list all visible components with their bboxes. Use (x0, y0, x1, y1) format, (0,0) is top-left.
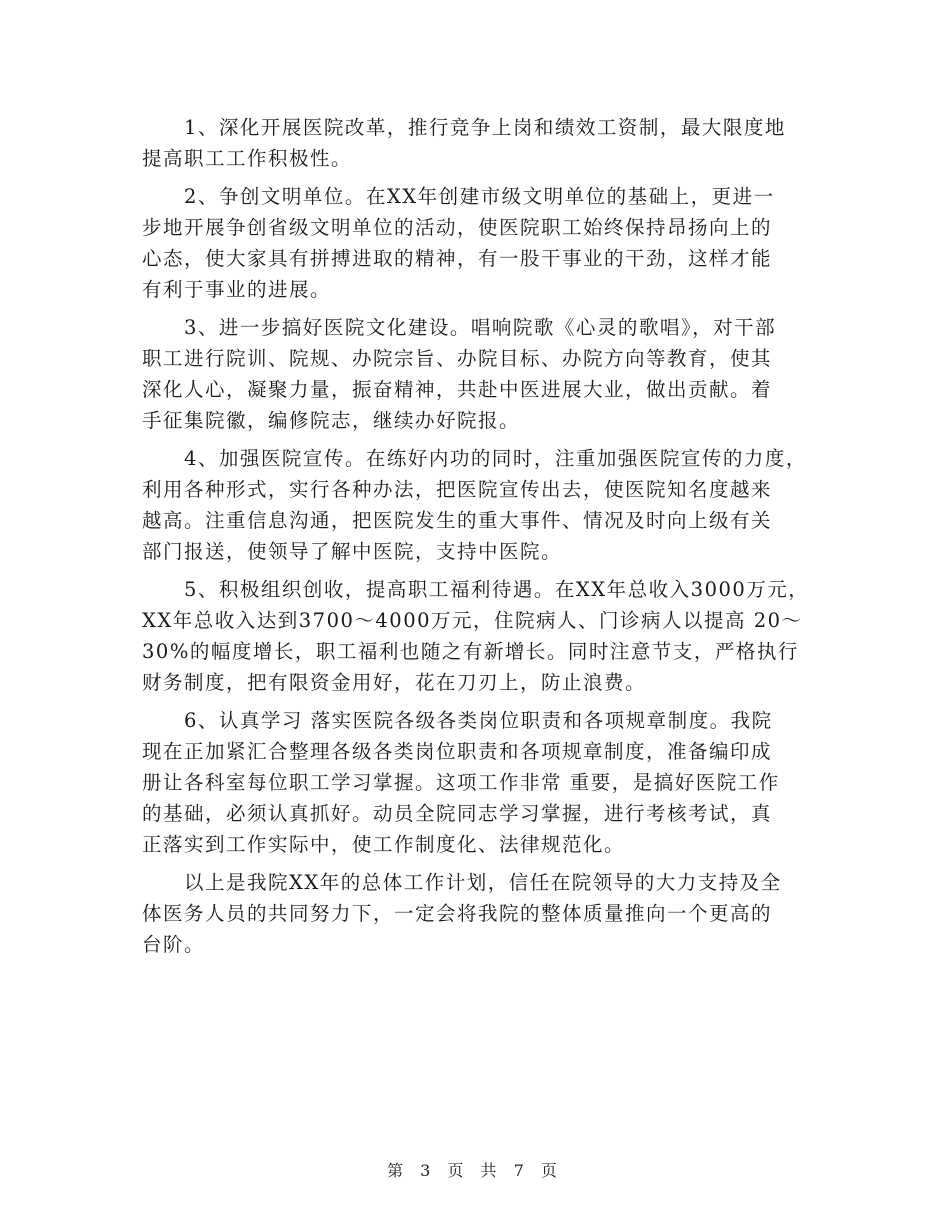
text-line: 心态，使大家具有拼搏进取的精神，有一股干事业的干劲，这样才能 (142, 247, 773, 270)
text-line: 册让各科室每位职工学习掌握。这项工作非常 重要，是搞好医院工作 (142, 771, 780, 794)
text-line: 3、进一步搞好医院文化建设。唱响院歌《心灵的歌唱》，对干部 (184, 316, 777, 339)
paragraph-regulations (142, 705, 814, 860)
document-body (142, 112, 814, 960)
text-line: 有利于事业的进展。 (142, 278, 332, 301)
text-line: 职工进行院训、院规、办院宗旨、办院目标、办院方向等教育，使其 (142, 347, 773, 370)
text-line: 台阶。 (142, 933, 206, 956)
text-line: 部门报送，使领导了解中医院，支持中医院。 (142, 540, 563, 563)
page-number-footer: 第 3 页 共 7 页 (387, 1161, 563, 1180)
text-line: 2、争创文明单位。在XX年创建市级文明单位的基础上，更进一 (184, 185, 775, 208)
text-line: 4、加强医院宣传。在练好内功的同时，注重加强医院宣传的力度， (184, 447, 807, 470)
text-line: 利用各种形式，实行各种办法，把医院宣传出去，使医院知名度越来 (142, 478, 773, 501)
text-line: 6、认真学习 落实医院各级各类岗位职责和各项规章制度。我院 (184, 709, 773, 732)
text-line: 30%的幅度增长，职工福利也随之有新增长。同时注意节支，严格执行 (142, 640, 799, 663)
text-line: 5、积极组织创收，提高职工福利待遇。在XX年总收入3000万元， (184, 578, 810, 601)
text-line: 步地开展争创省级文明单位的活动，使医院职工始终保持昂扬向上的 (142, 216, 773, 239)
paragraph-revenue (142, 574, 814, 698)
paragraph-conclusion (142, 867, 814, 960)
paragraph-reform (142, 112, 814, 174)
text-line: 现在正加紧汇合整理各级各类岗位职责和各项规章制度，准备编印成 (142, 740, 773, 763)
text-line: 以上是我院XX年的总体工作计划，信任在院领导的大力支持及全 (184, 871, 782, 894)
text-line: 手征集院徽，编修院志，继续办好院报。 (142, 409, 521, 432)
text-line: 深化人心，凝聚力量，振奋精神，共赴中医进展大业，做出贡献。着 (142, 378, 773, 401)
text-line: 越高。注重信息沟通，把医院发生的重大事件、情况及时向上级有关 (142, 509, 773, 532)
paragraph-culture (142, 312, 814, 436)
text-line: 正落实到工作实际中，使工作制度化、法律规范化。 (142, 833, 626, 856)
text-line: 体医务人员的共同努力下，一定会将我院的整体质量推向一个更高的 (142, 902, 773, 925)
paragraph-publicity (142, 443, 814, 567)
text-line: XX年总收入达到3700～4000万元，住院病人、门诊病人以提高 20～ (142, 609, 803, 632)
text-line: 的基础，必须认真抓好。动员全院同志学习掌握，进行考核考试，真 (142, 802, 773, 825)
text-line: 提高职工工作积极性。 (142, 147, 353, 170)
text-line: 1、深化开展医院改革，推行竞争上岗和绩效工资制，最大限度地 (184, 116, 786, 139)
paragraph-civilized-unit (142, 181, 814, 305)
text-line: 财务制度，把有限资金用好，花在刀刃上，防止浪费。 (142, 671, 647, 694)
